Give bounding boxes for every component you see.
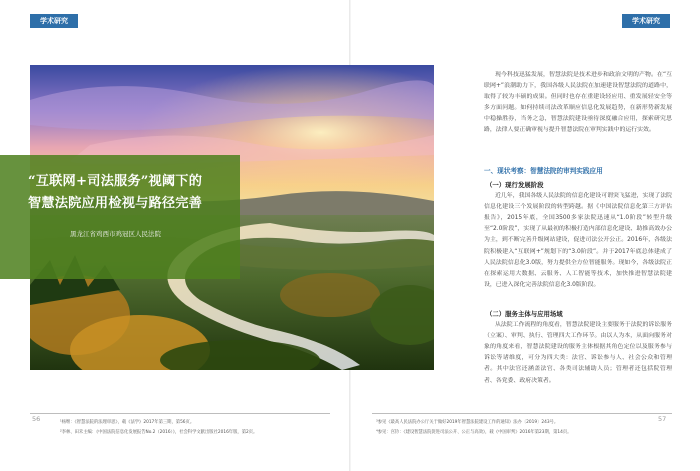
- paragraph-2: 从法院工作流程的角度看，智慧法院建设主要服务于法院的诉讼服务（立案）、审判、执行、管理四大工作环节。由以人为本，从面向服务对象的角度来看，智慧法院建设的服务主体根据其角色定位以及服务参与诉讼等诸维度，可分为四大类：法官、诉讼参与人、社会公众和管理者。其中法官还涵盖法官、各类司法辅助人员；管理者还包括院管理者、各党委、政府决策者。: [484, 322, 672, 384]
- author-affiliation: 黑龙江省鸡西市鸡冠区人民法院: [70, 230, 161, 238]
- body-column-sub2: [484, 309, 672, 387]
- section-heading-1: 一、现状考察：智慧法院的审判实践应用: [484, 167, 603, 175]
- article-title-line-2: 智慧法院应用检视与路径完善: [28, 196, 203, 211]
- footnote-4: ⁴参见：宫钤：《建设智慧法院促进司法公开、公正与高效》，载《中国审判》2016年第23期，第14页。: [376, 430, 572, 435]
- page-number-left: 56: [32, 415, 41, 423]
- body-column-sub1: [484, 180, 672, 291]
- footnote-2: ²李林、田禾主编：《中国法院信息化发展报告No.2（2016）》，社会科学文献出版社2016年版，第2页。: [60, 430, 258, 435]
- subheading-1: （一）现行发展阶段: [486, 181, 544, 189]
- footnote-1: ¹杨继：《智慧法院的法理审思》，载《法学》2017年第三期，第56页。: [60, 420, 195, 425]
- body-column: [484, 70, 672, 137]
- paragraph-1: 近几年，我国各级人民法院的信息化建设可谓突飞猛进，实现了法院信息化建设三个发展阶段的转型跨越。据《中国法院信息化第三方评估报告》，2015年底，全国3500多家法院迅速从“1.0阶段”转型升级至“2.0阶段”，实现了从最初的积极打造内部信息化建设、助推高效办公为主，到不断完善升级网站建设，促进司法公开公正。2016年，各级法院积极建入“互联网+”规划下的“3.0阶段”。并于2017年底总体建成了人民法院信息化3.0版，努力提供全方位智能服务。现如今，各级法院正在探索运用大数据、云服务、人工智能等技术，加快推进智慧法院建设，已进入深化完善法院信息化3.0版阶段。: [484, 193, 672, 288]
- footer-rule-left: [30, 413, 330, 414]
- footer-rule-right: [372, 413, 672, 414]
- body-column-section: [484, 166, 672, 177]
- subheading-2: （二）服务主体与应用场域: [486, 310, 563, 318]
- section-tag-right: 学术研究: [622, 14, 670, 28]
- article-title-box: [0, 155, 240, 279]
- footnotes-left: [60, 418, 257, 438]
- footnote-3: ³参见《最高人民法院办公厅关于做好2019年智慧法院建设工作的通知》法办〔2019〕243号。: [376, 420, 559, 425]
- article-title-line-1: “互联网+司法服务”视阈下的: [28, 174, 203, 189]
- intro-paragraph: 现今科技迅猛发展，智慧法院是技术进步和政治文明的产物。在“互联网+”浪潮助力下，我国各级人民法院在加速建设智慧法院的道路中，取得了较为丰硕的成果。但同时也存在重建设轻应用、重发展轻安全等多方面问题。如何持续司法改革顺应信息化发展趋势，在新形势新发展中稳操胜券，当务之急，智慧法院建设亟待深度融合应用，探索研究思路，法律人要正确审视与提升智慧法院在审判实践中的运行实效。: [484, 72, 672, 134]
- page-number-right: 57: [658, 415, 667, 423]
- section-tag-left: 学术研究: [30, 14, 78, 28]
- footnotes-right: [376, 418, 571, 438]
